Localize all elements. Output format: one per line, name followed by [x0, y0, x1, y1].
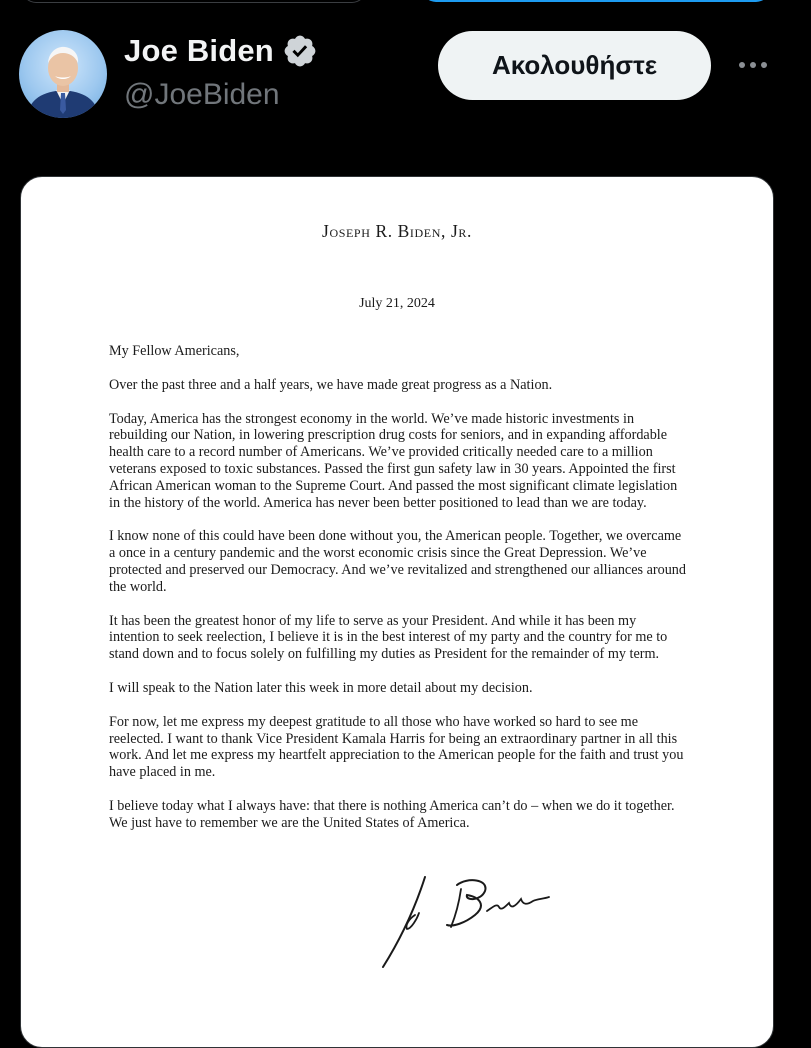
more-options-icon[interactable] [735, 50, 771, 80]
letter-paragraph: I know none of this could have been done without you, the American people. Together, we overcame a once in a century pandemic and the worst economic crisis since the Great Depression. We’ve protected and preserved our Democracy. And we’ve revitalized and strengthened our alliances around the world. [109, 528, 686, 595]
verified-badge-icon [282, 33, 318, 69]
salutation: My Fellow Americans, [109, 343, 240, 359]
letter-paragraph: Today, America has the strongest economy in the world. We’ve made historic investments in rebuilding our Nation, in lowering prescription drug costs for seniors, and in expanding affordable health care to a record number of Americans. We’ve provided critically needed care to a million veterans exposed to toxic substances. Passed the first gun safety law in 30 years. Appointed the first African American woman to the Supreme Court. And passed the most significant climate legislation in the history of the world. America has never been better positioned to lead than we are today. [109, 410, 678, 511]
letter-paragraph: Over the past three and a half years, we have made great progress as a Nation. [109, 376, 553, 393]
top-tab-outline[interactable] [22, 0, 366, 3]
letter-paragraph: For now, let me express my deepest gratitude to all those who have worked so hard to see me reelected. I want to thank Vice President Kamala Harris for being an extraordinary partner in all this work. And let me express my heartfelt appreciation to the American people for the faith and trust you have placed in me. [109, 713, 684, 781]
letter-paragraph: It has been the greatest honor of my life to serve as your President. And while it has been my intention to seek reelection, I believe it is in the best interest of my party and the country for me to stand down and to focus solely on fulfilling my duties as President for the remainder of my term. [109, 612, 668, 663]
letter-paragraph: I will speak to the Nation later this week in more detail about my decision. [109, 679, 533, 696]
letterhead: Joseph R. Biden, Jr. [322, 221, 472, 241]
letter-body [109, 343, 689, 849]
post-image[interactable] [20, 176, 774, 1048]
letter-document [21, 177, 773, 1047]
handwritten-signature [357, 867, 557, 977]
avatar-portrait [19, 30, 107, 118]
top-tab-active[interactable] [422, 0, 770, 2]
follow-button[interactable]: Ακολουθήστε [438, 31, 711, 100]
more-dot [750, 62, 756, 68]
more-dot [761, 62, 767, 68]
letter-paragraph: I believe today what I always have: that there is nothing America can’t do – when we do it together. We just have to remember we are the United States of America. [109, 797, 675, 831]
avatar[interactable] [19, 30, 107, 118]
more-dot [739, 62, 745, 68]
author-handle[interactable]: @JoeBiden [124, 78, 280, 111]
author-name[interactable]: Joe Biden [124, 33, 274, 68]
letter-date: July 21, 2024 [359, 296, 435, 311]
author-name-row[interactable] [124, 33, 318, 69]
